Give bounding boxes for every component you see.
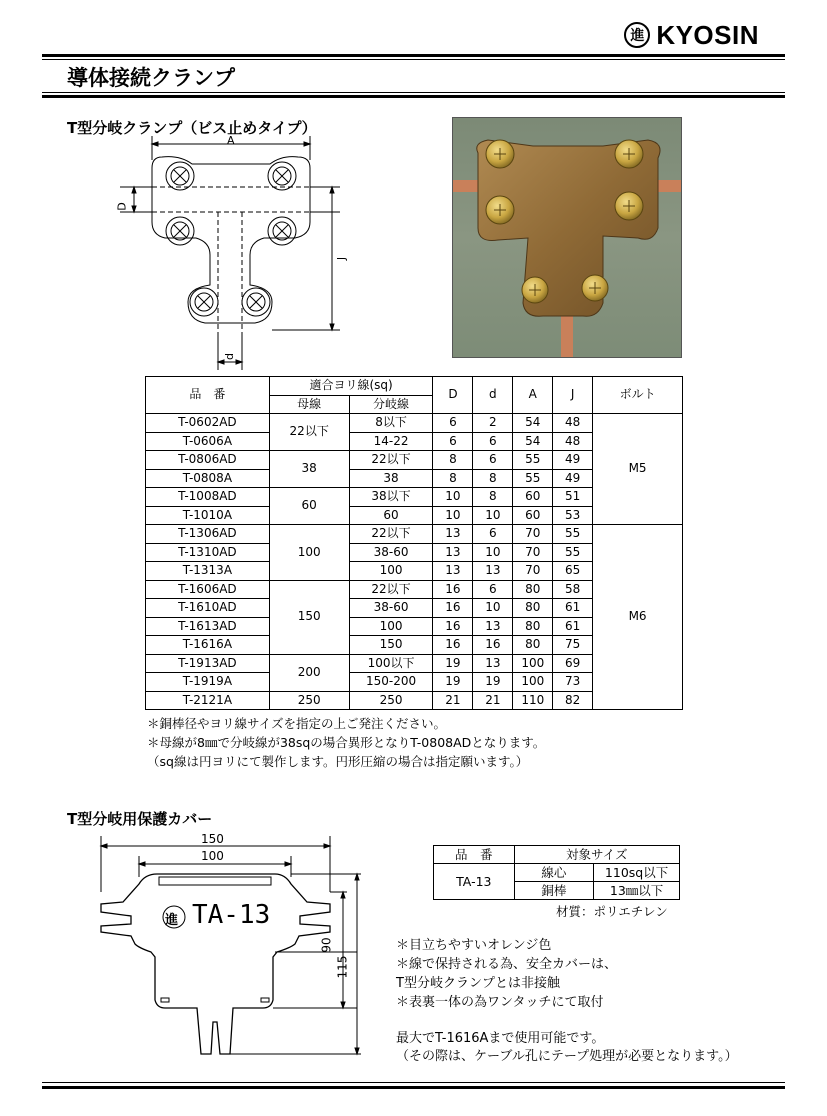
cell-A: 55 (513, 451, 553, 470)
cell-main: 150 (269, 580, 349, 654)
cell-part: T-1313A (146, 562, 270, 581)
ta-cell-value: 110sq以下 (594, 864, 680, 882)
cell-branch: 14-22 (349, 432, 433, 451)
cover-spec-table (433, 845, 680, 900)
cell-part: T-1606AD (146, 580, 270, 599)
cell-J: 48 (553, 432, 593, 451)
cell-A: 80 (513, 580, 553, 599)
ta-cell-label: 線心 (514, 864, 594, 882)
cell-d: 8 (473, 488, 513, 507)
feature-list (396, 936, 617, 1012)
material-note: 材質：ポリエチレン (556, 904, 668, 919)
cell-J: 61 (553, 617, 593, 636)
header-part: 品 番 (146, 377, 270, 414)
cell-main: 60 (269, 488, 349, 525)
section-title-cover: T型分岐用保護カバー (67, 810, 213, 828)
cell-D: 16 (433, 580, 473, 599)
note-line: ＊銅棒径やヨリ線サイズを指定の上ご発注ください。 (147, 716, 447, 731)
header-D: D (433, 377, 473, 414)
dim-label-d-big: D (115, 202, 129, 211)
cell-part: T-1310AD (146, 543, 270, 562)
cell-branch: 38-60 (349, 543, 433, 562)
cell-d: 21 (473, 691, 513, 710)
cell-branch: 8以下 (349, 414, 433, 433)
cell-D: 13 (433, 543, 473, 562)
cell-part: T-1616A (146, 636, 270, 655)
header-A: A (513, 377, 553, 414)
cell-part: T-1913AD (146, 654, 270, 673)
cell-branch: 38-60 (349, 599, 433, 618)
cell-J: 53 (553, 506, 593, 525)
cell-branch: 22以下 (349, 525, 433, 544)
cell-bolt: M5 (593, 414, 683, 525)
table-row (146, 414, 683, 433)
ta-cell-label: 銅棒 (514, 882, 594, 900)
cell-d: 13 (473, 654, 513, 673)
cell-main: 200 (269, 654, 349, 691)
section-title-t-clamp: T型分岐クランプ（ビス止めタイプ） (67, 119, 317, 137)
cell-A: 80 (513, 617, 553, 636)
cell-J: 69 (553, 654, 593, 673)
note-line: ＊母線が8㎜で分岐線が38sqの場合異形となりT-0808ADとなります。 (147, 735, 546, 750)
cell-J: 48 (553, 414, 593, 433)
header-wire: 適合ヨリ線(sq) (269, 377, 433, 396)
cell-J: 61 (553, 599, 593, 618)
cell-J: 49 (553, 469, 593, 488)
cell-branch: 100 (349, 617, 433, 636)
cell-part: T-1613AD (146, 617, 270, 636)
dim-label-115: 115 (335, 955, 350, 979)
cell-branch: 22以下 (349, 451, 433, 470)
cell-d: 13 (473, 617, 513, 636)
screw-icon (166, 162, 194, 190)
cell-part: T-1919A (146, 673, 270, 692)
cell-A: 110 (513, 691, 553, 710)
cell-D: 19 (433, 654, 473, 673)
cell-J: 58 (553, 580, 593, 599)
cell-main: 22以下 (269, 414, 349, 451)
usage-line: 最大でT-1616Aまで使用可能です。 (396, 1031, 605, 1046)
ta-cell-part: TA-13 (434, 864, 515, 900)
cell-J: 75 (553, 636, 593, 655)
header-rule-bottom-thin (42, 92, 785, 93)
cell-part: T-1610AD (146, 599, 270, 618)
header-J: J (553, 377, 593, 414)
cell-J: 49 (553, 451, 593, 470)
cell-A: 54 (513, 432, 553, 451)
cell-A: 70 (513, 543, 553, 562)
dim-label-j: J (335, 256, 349, 261)
cell-part: T-0602AD (146, 414, 270, 433)
cell-d: 2 (473, 414, 513, 433)
cell-A: 100 (513, 654, 553, 673)
table-row (146, 525, 683, 544)
cell-J: 55 (553, 525, 593, 544)
dim-label-100: 100 (201, 849, 224, 863)
cell-part: T-1306AD (146, 525, 270, 544)
notes (147, 714, 545, 771)
ta-cell-value: 13㎜以下 (594, 882, 680, 900)
cell-d: 16 (473, 636, 513, 655)
header-main: 母線 (269, 395, 349, 414)
cell-part: T-0806AD (146, 451, 270, 470)
cell-D: 16 (433, 599, 473, 618)
cell-A: 80 (513, 636, 553, 655)
cell-branch: 150-200 (349, 673, 433, 692)
brand-mark-icon: 進 (624, 22, 650, 48)
cell-branch: 100以下 (349, 654, 433, 673)
cell-branch: 250 (349, 691, 433, 710)
usage-line: （その際は、ケーブル孔にテープ処理が必要となります。） (396, 1049, 738, 1064)
cell-part: T-2121A (146, 691, 270, 710)
cell-D: 13 (433, 562, 473, 581)
list-item: ＊線で保持される為、安全カバーは、 (396, 957, 618, 972)
cell-D: 8 (433, 451, 473, 470)
footer-rule-thin (42, 1082, 785, 1083)
cell-d: 13 (473, 562, 513, 581)
dim-label-a: A (227, 134, 235, 147)
cell-d: 10 (473, 506, 513, 525)
list-item: ＊表裏一体の為ワンタッチにて取付 (396, 995, 604, 1010)
cell-J: 55 (553, 543, 593, 562)
cell-D: 21 (433, 691, 473, 710)
t-clamp-drawing (100, 130, 350, 375)
footer-rule (42, 1086, 785, 1089)
cell-A: 70 (513, 562, 553, 581)
cell-branch: 22以下 (349, 580, 433, 599)
cell-d: 6 (473, 451, 513, 470)
cell-d: 6 (473, 432, 513, 451)
header-bolt: ボルト (593, 377, 683, 414)
cell-main: 250 (269, 691, 349, 710)
cell-main: 38 (269, 451, 349, 488)
cell-part: T-0808A (146, 469, 270, 488)
cell-A: 80 (513, 599, 553, 618)
cell-d: 6 (473, 525, 513, 544)
cell-A: 70 (513, 525, 553, 544)
cell-d: 8 (473, 469, 513, 488)
dim-label-d-small: d (222, 353, 236, 360)
cell-D: 13 (433, 525, 473, 544)
cell-d: 6 (473, 580, 513, 599)
cell-d: 10 (473, 599, 513, 618)
note-line: （sq線は円ヨリにて製作します。円形圧縮の場合は指定願います。） (147, 754, 529, 769)
cell-branch: 38以下 (349, 488, 433, 507)
cell-main: 100 (269, 525, 349, 581)
cell-D: 6 (433, 432, 473, 451)
cell-D: 16 (433, 636, 473, 655)
cell-A: 54 (513, 414, 553, 433)
cell-d: 19 (473, 673, 513, 692)
dim-label-90: 90 (319, 937, 334, 953)
cell-branch: 38 (349, 469, 433, 488)
cover-mark-text: 進 (165, 913, 179, 928)
cell-J: 51 (553, 488, 593, 507)
cell-branch: 150 (349, 636, 433, 655)
t-clamp-photo-illustration (453, 118, 682, 358)
cell-A: 60 (513, 488, 553, 507)
brand-name: KYOSIN (656, 19, 759, 50)
cell-part: T-1008AD (146, 488, 270, 507)
list-item: T型分岐クランプとは非接触 (396, 976, 560, 991)
cell-branch: 100 (349, 562, 433, 581)
cell-J: 82 (553, 691, 593, 710)
cell-A: 55 (513, 469, 553, 488)
header-d: d (473, 377, 513, 414)
cell-J: 65 (553, 562, 593, 581)
cell-D: 6 (433, 414, 473, 433)
cell-branch: 60 (349, 506, 433, 525)
usage-note (396, 1030, 738, 1066)
page-title: 導体接続クランプ (67, 66, 235, 90)
spec-table (145, 376, 683, 710)
cover-label: TA-13 (192, 900, 271, 930)
cell-D: 8 (433, 469, 473, 488)
list-item: ＊目立ちやすいオレンジ色 (396, 938, 552, 953)
dim-label-150: 150 (201, 832, 224, 846)
cell-D: 16 (433, 617, 473, 636)
cell-A: 60 (513, 506, 553, 525)
cell-part: T-1010A (146, 506, 270, 525)
product-photo (452, 117, 682, 358)
cell-d: 10 (473, 543, 513, 562)
cell-A: 100 (513, 673, 553, 692)
header-rule-top (42, 54, 785, 57)
brand-logo (624, 20, 759, 50)
ta-header-size: 対象サイズ (514, 846, 679, 864)
cell-J: 73 (553, 673, 593, 692)
cell-bolt: M6 (593, 525, 683, 710)
cell-D: 10 (433, 506, 473, 525)
header-rule-top-thin (42, 59, 785, 60)
header-branch: 分岐線 (349, 395, 433, 414)
cell-D: 19 (433, 673, 473, 692)
cell-part: T-0606A (146, 432, 270, 451)
header-rule-bottom (42, 95, 785, 98)
ta-header-part: 品 番 (434, 846, 515, 864)
cell-D: 10 (433, 488, 473, 507)
